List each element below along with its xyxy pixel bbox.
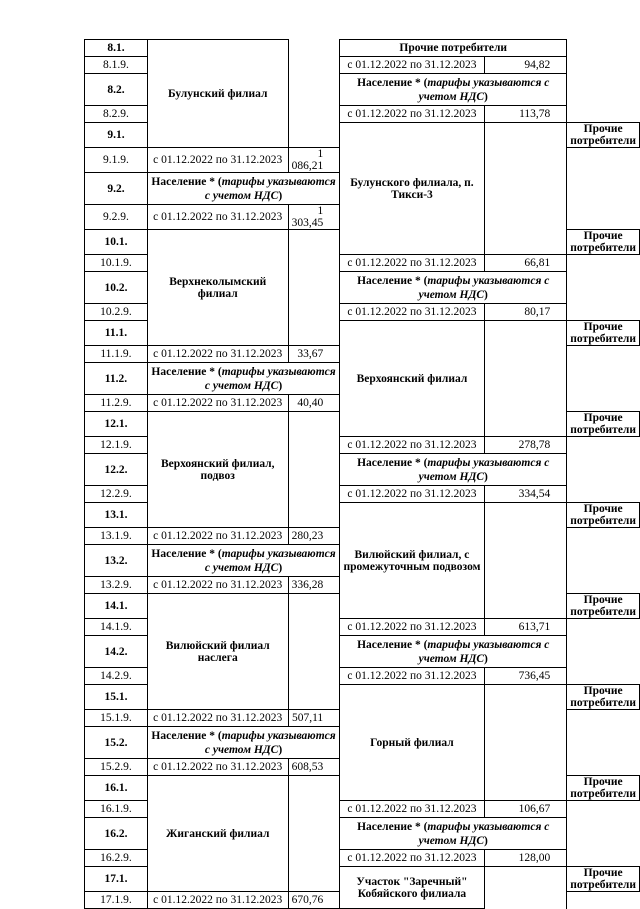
table-row [85, 40, 640, 57]
population-label [340, 454, 567, 486]
item-code: 8.1.9. [85, 57, 148, 74]
item-code: 11.2. [85, 363, 148, 395]
population-label-close: ) [484, 470, 488, 483]
consumer-category: Прочие потребители [567, 123, 640, 148]
consumer-category: Прочие потребители [567, 230, 640, 255]
population-note: тарифы указываются с учетом НДС [204, 365, 336, 392]
tariff-table [84, 39, 640, 909]
population-label-text: Население * ( [357, 76, 428, 89]
population-note: тарифы указываются с учетом НДС [418, 638, 550, 665]
branch-name: Жиганский филиал [147, 776, 288, 892]
population-note: тарифы указываются с учетом НДС [418, 274, 550, 301]
tariff-value: 40,40 [288, 395, 340, 412]
item-code: 12.2.9. [85, 486, 148, 503]
population-note: тарифы указываются с учетом НДС [204, 547, 336, 574]
item-code: 13.2.9. [85, 577, 148, 594]
period: с 01.12.2022 по 31.12.2023 [147, 710, 288, 727]
item-code: 8.1. [85, 40, 148, 57]
item-code: 17.1.9. [85, 892, 148, 909]
consumer-category: Прочие потребители [567, 503, 640, 528]
population-label [340, 74, 567, 106]
population-label-text: Население * ( [151, 175, 222, 188]
item-code: 15.2. [85, 727, 148, 759]
population-label-close: ) [278, 379, 283, 392]
item-code: 12.2. [85, 454, 148, 486]
column-gap [484, 685, 567, 801]
tariff-value: 1 086,21 [288, 148, 340, 173]
population-label-text: Население * ( [357, 274, 428, 287]
tariff-value: 66,81 [484, 255, 567, 272]
column-gap [484, 321, 567, 437]
item-code: 15.2.9. [85, 759, 148, 776]
branch-name: Верхнеколымский филиал [147, 230, 288, 346]
column-gap [484, 123, 567, 255]
tariff-value: 1 303,45 [288, 205, 340, 230]
item-code: 9.2.9. [85, 205, 148, 230]
period: с 01.12.2022 по 31.12.2023 [147, 759, 288, 776]
population-label-close: ) [484, 834, 488, 847]
population-label-close: ) [484, 288, 488, 301]
tariff-value: 33,67 [288, 346, 340, 363]
tariff-value: 94,82 [484, 57, 567, 74]
branch-name: Булунский филиал [147, 40, 288, 148]
consumer-category: Прочие потребители [567, 776, 640, 801]
consumer-category: Прочие потребители [340, 40, 567, 57]
period: с 01.12.2022 по 31.12.2023 [340, 801, 485, 818]
population-label-close: ) [484, 652, 488, 665]
population-label-text: Население * ( [357, 820, 428, 833]
period: с 01.12.2022 по 31.12.2023 [147, 205, 288, 230]
consumer-category: Прочие потребители [567, 594, 640, 619]
population-label-text: Население * ( [151, 729, 222, 742]
population-label [340, 272, 567, 304]
population-note: тарифы указываются с учетом НДС [204, 175, 336, 202]
consumer-category: Прочие потребители [567, 321, 640, 346]
branch-name: Верхоянский филиал [340, 321, 485, 437]
item-code: 16.2.9. [85, 850, 148, 867]
tariff-value: 336,28 [288, 577, 340, 594]
tariff-value: 280,23 [288, 528, 340, 545]
period: с 01.12.2022 по 31.12.2023 [340, 850, 485, 867]
column-gap [288, 776, 340, 892]
item-code: 14.2.9. [85, 668, 148, 685]
population-label-close: ) [278, 561, 283, 574]
item-code: 9.2. [85, 173, 148, 205]
period: с 01.12.2022 по 31.12.2023 [147, 528, 288, 545]
item-code: 8.2. [85, 74, 148, 106]
population-label-close: ) [484, 90, 488, 103]
population-note: тарифы указываются с учетом НДС [204, 729, 336, 756]
branch-name: Вилюйский филиал, с промежуточным подвозом [340, 503, 485, 619]
column-gap [288, 412, 340, 528]
column-gap [288, 230, 340, 346]
population-note: тарифы указываются с учетом НДС [418, 456, 550, 483]
column-gap [484, 503, 567, 619]
consumer-category: Прочие потребители [567, 867, 640, 892]
tariff-value: 106,67 [484, 801, 567, 818]
period: с 01.12.2022 по 31.12.2023 [147, 395, 288, 412]
population-label [340, 818, 567, 850]
tariff-value: 507,11 [288, 710, 340, 727]
population-label-close: ) [278, 743, 283, 756]
period: с 01.12.2022 по 31.12.2023 [340, 619, 485, 636]
period: с 01.12.2022 по 31.12.2023 [340, 255, 485, 272]
tariff-value: 736,45 [484, 668, 567, 685]
item-code: 8.2.9. [85, 106, 148, 123]
item-code: 11.1. [85, 321, 148, 346]
item-code: 13.1.9. [85, 528, 148, 545]
item-code: 16.1.9. [85, 801, 148, 818]
item-code: 12.1.9. [85, 437, 148, 454]
branch-name: Вилюйский филиал наслега [147, 594, 288, 710]
tariff-value: 128,00 [484, 850, 567, 867]
population-label [340, 636, 567, 668]
item-code: 11.2.9. [85, 395, 148, 412]
period: с 01.12.2022 по 31.12.2023 [147, 148, 288, 173]
population-label-text: Население * ( [151, 547, 222, 560]
population-note: тарифы указываются с учетом НДС [418, 76, 550, 103]
period: с 01.12.2022 по 31.12.2023 [340, 57, 485, 74]
item-code: 15.1. [85, 685, 148, 710]
period: с 01.12.2022 по 31.12.2023 [340, 106, 485, 123]
item-code: 13.1. [85, 503, 148, 528]
population-label [147, 173, 339, 205]
item-code: 10.1. [85, 230, 148, 255]
column-gap [484, 867, 567, 909]
population-label [147, 363, 339, 395]
tariff-value: 80,17 [484, 304, 567, 321]
tariff-value: 113,78 [484, 106, 567, 123]
population-label [147, 727, 339, 759]
item-code: 15.1.9. [85, 710, 148, 727]
column-gap [288, 594, 340, 710]
item-code: 9.1.9. [85, 148, 148, 173]
period: с 01.12.2022 по 31.12.2023 [340, 486, 485, 503]
item-code: 16.1. [85, 776, 148, 801]
item-code: 17.1. [85, 867, 148, 892]
population-label-close: ) [278, 189, 283, 202]
item-code: 9.1. [85, 123, 148, 148]
branch-name: Участок "Заречный" Кобяйского филиала [340, 867, 485, 909]
branch-name: Булунского филиала, п. Тикси-3 [340, 123, 485, 255]
consumer-category: Прочие потребители [567, 412, 640, 437]
item-code: 10.2. [85, 272, 148, 304]
item-code: 14.1. [85, 594, 148, 619]
period: с 01.12.2022 по 31.12.2023 [340, 304, 485, 321]
item-code: 16.2. [85, 818, 148, 850]
item-code: 10.2.9. [85, 304, 148, 321]
population-label-text: Население * ( [357, 638, 428, 651]
item-code: 12.1. [85, 412, 148, 437]
item-code: 10.1.9. [85, 255, 148, 272]
item-code: 14.1.9. [85, 619, 148, 636]
branch-name: Верхоянский филиал, подвоз [147, 412, 288, 528]
branch-name: Горный филиал [340, 685, 485, 801]
population-label-text: Население * ( [357, 456, 428, 469]
tariff-value: 608,53 [288, 759, 340, 776]
tariff-value: 278,78 [484, 437, 567, 454]
population-label-text: Население * ( [151, 365, 222, 378]
period: с 01.12.2022 по 31.12.2023 [340, 668, 485, 685]
item-code: 14.2. [85, 636, 148, 668]
consumer-category: Прочие потребители [567, 685, 640, 710]
period: с 01.12.2022 по 31.12.2023 [340, 437, 485, 454]
tariff-value: 613,71 [484, 619, 567, 636]
item-code: 13.2. [85, 545, 148, 577]
period: с 01.12.2022 по 31.12.2023 [147, 577, 288, 594]
population-label [147, 545, 339, 577]
tariff-value: 670,76 [288, 892, 340, 909]
period: с 01.12.2022 по 31.12.2023 [147, 346, 288, 363]
tariff-value: 334,54 [484, 486, 567, 503]
period: с 01.12.2022 по 31.12.2023 [147, 892, 288, 909]
population-note: тарифы указываются с учетом НДС [418, 820, 550, 847]
column-gap [288, 40, 340, 148]
item-code: 11.1.9. [85, 346, 148, 363]
